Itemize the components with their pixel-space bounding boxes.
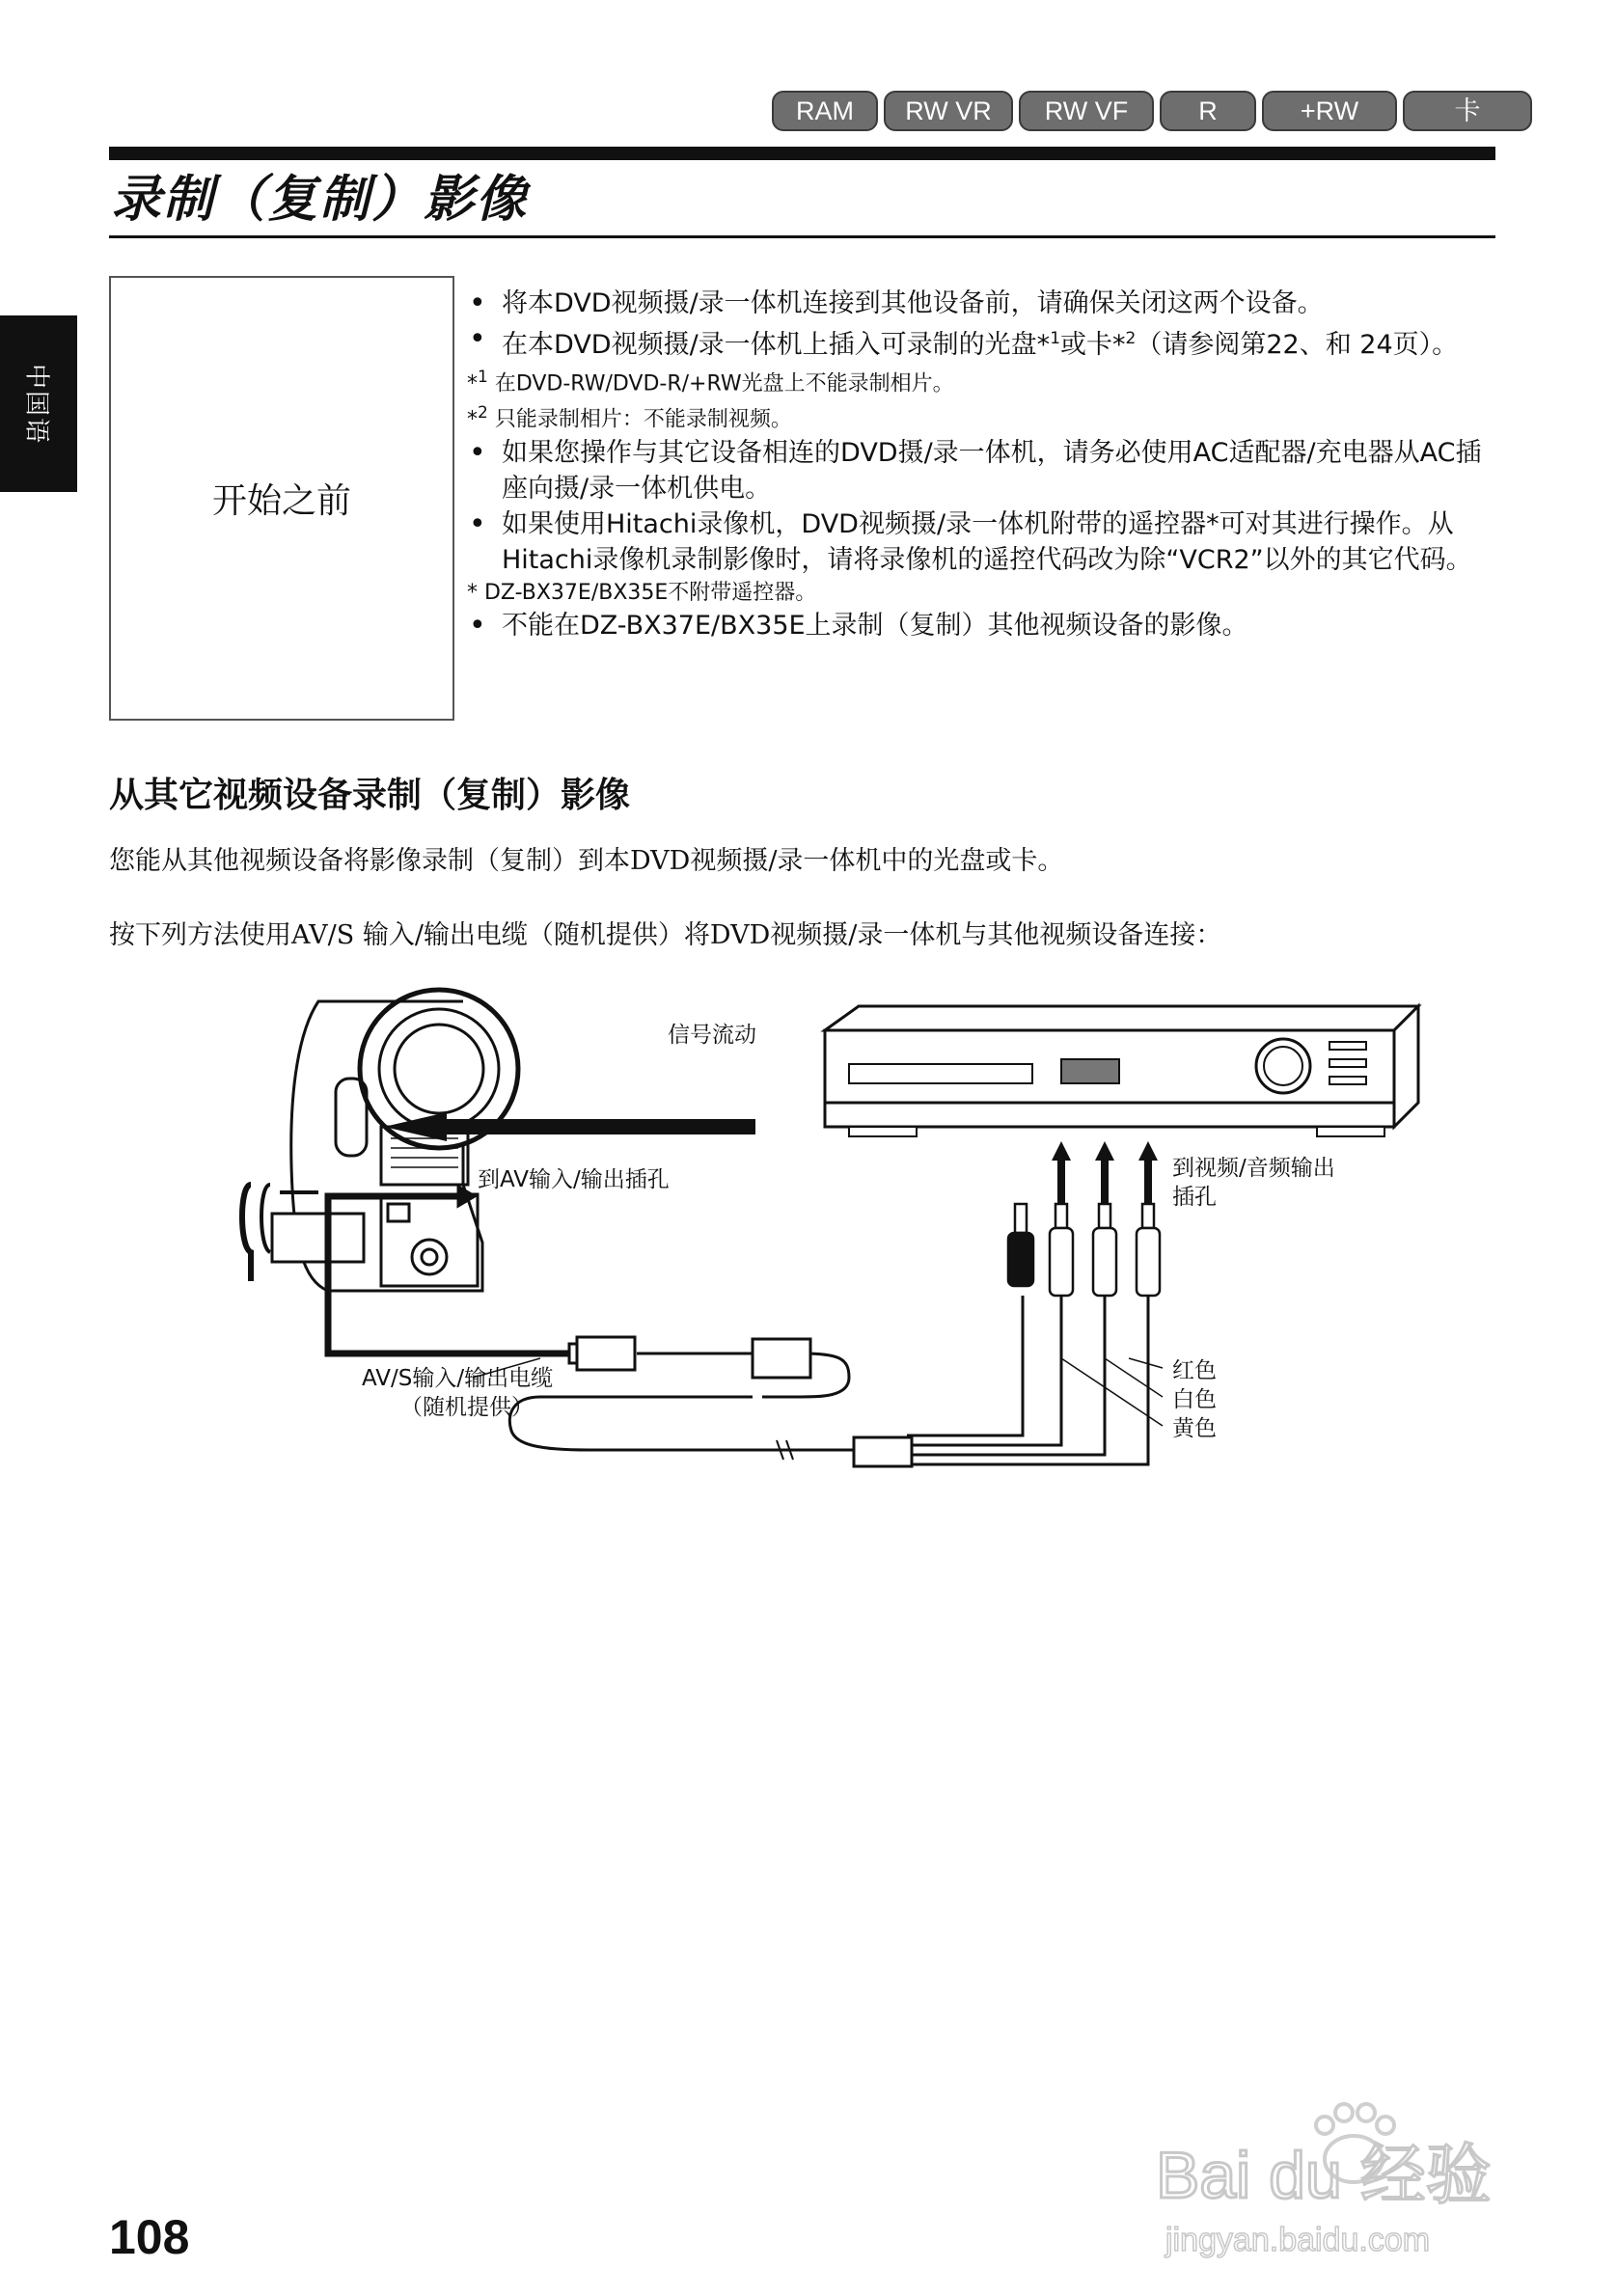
section-paragraph-1: 您能从其他视频设备将影像录制（复制）到本DVD视频摄/录一体机中的光盘或卡。 xyxy=(109,846,1064,876)
language-side-tab xyxy=(0,315,77,492)
before-start-label: 开始之前 xyxy=(211,481,351,521)
badge-rw-vr: RW VR xyxy=(884,91,1013,131)
note-1: • 将本DVD视频摄/录一体机连接到其他设备前，请确保关闭这两个设备。 xyxy=(467,286,1499,321)
footnote-1-num: 1 xyxy=(478,368,488,387)
cable-label-line-1: AV/S输入/输出电缆 xyxy=(362,1366,554,1391)
baidu-watermark xyxy=(1146,2091,1551,2275)
badge-ram: RAM xyxy=(772,91,878,131)
media-badges xyxy=(772,91,1532,129)
footnote-2-star: * xyxy=(467,407,478,432)
watermark-brand: Bai du 经验 xyxy=(1156,2139,1492,2212)
footnote-3: * DZ-BX37E/BX35E不附带遥控器。 xyxy=(467,580,817,605)
rca-plugs xyxy=(1008,1204,1160,1296)
vcr-input-arrows xyxy=(1052,1141,1158,1204)
camcorder-illustration xyxy=(242,990,518,1291)
note-5: • 不能在DZ-BX37E/BX35E上录制（复制）其他视频设备的影像。 xyxy=(467,608,1499,643)
badge-rw-vf: RW VF xyxy=(1019,91,1154,131)
note-3: • 如果您操作与其它设备相连的DVD摄/录一体机，请务必使用AC适配器/充电器从AC插座向摄/录一体机供电。 xyxy=(467,435,1499,506)
yellow-label: 黄色 xyxy=(1172,1416,1217,1441)
note-2 xyxy=(467,321,1499,363)
badge-card: 卡 xyxy=(1403,91,1532,131)
before-start-notes xyxy=(467,286,1499,643)
footnote-1-star: * xyxy=(467,371,478,396)
title-bottom-rule xyxy=(109,235,1495,238)
cable-label-line-2: （随机提供） xyxy=(400,1395,534,1420)
note-2-text-c: （请参阅第22、和 24页）。 xyxy=(1136,330,1459,360)
footnote-2-text: 只能录制相片：不能录制视频。 xyxy=(487,407,792,432)
badge-plus-rw: +RW xyxy=(1262,91,1397,131)
signal-flow-arrow xyxy=(384,1112,755,1141)
footnote-2-num: 2 xyxy=(478,403,488,424)
output-jack-label-line-1: 到视频/音频输出 xyxy=(1172,1156,1335,1181)
watermark-url: jingyan.baidu.com xyxy=(1165,2222,1431,2258)
note-2-sup-1: 1 xyxy=(1050,329,1061,348)
footnote-1-text: 在DVD-RW/DVD-R/+RW光盘上不能录制相片。 xyxy=(487,371,954,396)
connection-diagram xyxy=(222,972,1495,1474)
page-title: 录制（复制）影像 xyxy=(111,171,529,229)
note-4: • 如果使用Hitachi录像机，DVD视频摄/录一体机附带的遥控器*可对其进行操作。从Hitachi录像机录制影像时，请将录像机的遥控代码改为除“VCR2”以外的其它代码。 xyxy=(467,506,1499,578)
side-tab-label: 中国语 xyxy=(21,363,51,445)
footnote-2 xyxy=(467,398,1499,434)
note-2-sup-2: 2 xyxy=(1125,329,1137,348)
badge-r: R xyxy=(1160,91,1256,131)
signal-flow-label: 信号流动 xyxy=(668,1023,756,1048)
av-jack-label: 到AV输入/输出插孔 xyxy=(478,1167,670,1192)
section-heading: 从其它视频设备录制（复制）影像 xyxy=(109,776,631,815)
output-jack-label-line-2: 插孔 xyxy=(1172,1185,1217,1210)
vcr-illustration xyxy=(825,1006,1418,1136)
before-start-box xyxy=(109,276,454,721)
white-label: 白色 xyxy=(1172,1387,1217,1412)
red-label: 红色 xyxy=(1172,1358,1217,1383)
section-paragraph-2: 按下列方法使用AV/S 输入/输出电缆（随机提供）将DVD视频摄/录一体机与其他视频设备连接： xyxy=(109,920,1222,950)
note-2-text-b: 或卡* xyxy=(1060,330,1126,360)
note-2-text-a: 在本DVD视频摄/录一体机上插入可录制的光盘* xyxy=(502,330,1051,360)
page-number: 108 xyxy=(109,2210,190,2264)
footnote-1 xyxy=(467,363,1499,398)
title-top-rule xyxy=(109,147,1495,160)
